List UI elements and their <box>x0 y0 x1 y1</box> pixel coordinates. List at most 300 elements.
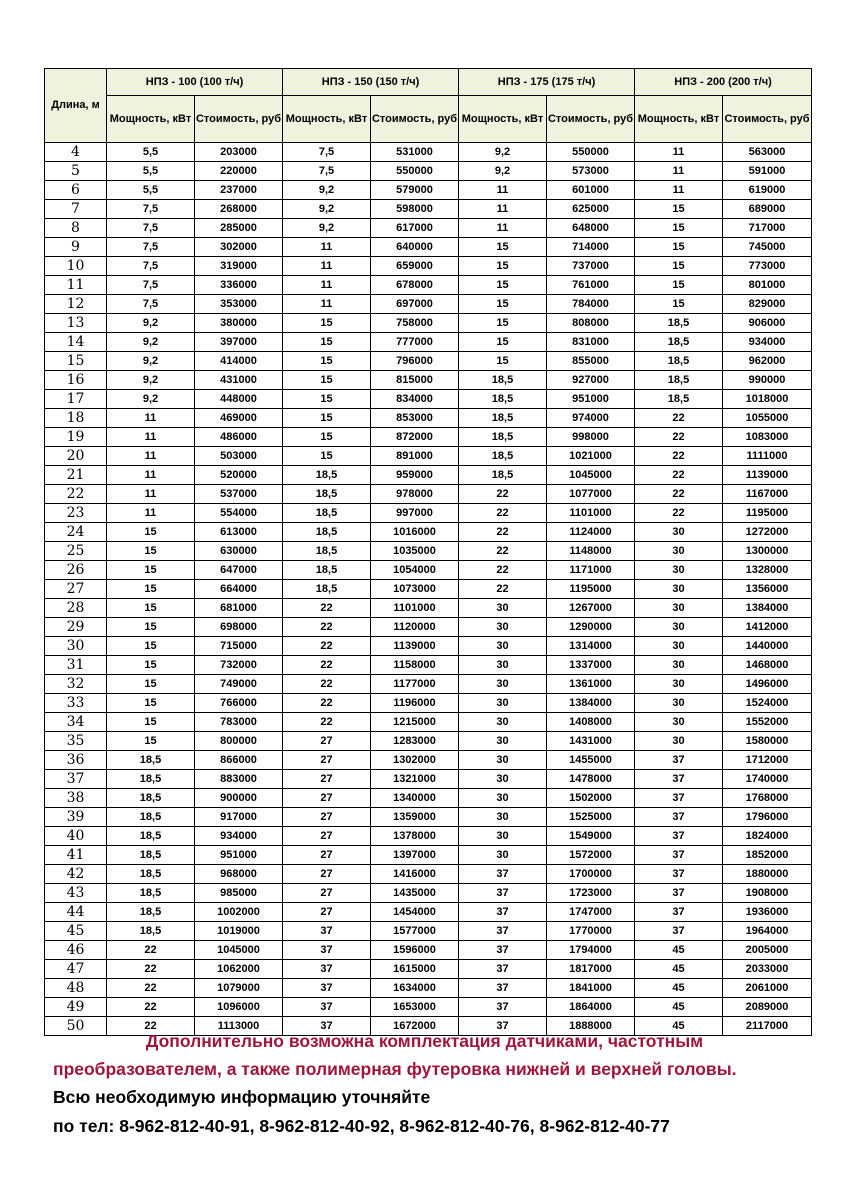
power-cell: 9,2 <box>107 390 195 409</box>
cost-cell: 951000 <box>547 390 635 409</box>
power-cell: 15 <box>635 257 723 276</box>
cost-cell: 783000 <box>195 713 283 732</box>
length-cell: 7 <box>45 200 107 219</box>
length-cell: 29 <box>45 618 107 637</box>
cost-cell: 1139000 <box>723 466 812 485</box>
length-cell: 50 <box>45 1017 107 1036</box>
cost-cell: 220000 <box>195 162 283 181</box>
power-cell: 15 <box>459 333 547 352</box>
cost-cell: 1478000 <box>547 770 635 789</box>
power-cell: 22 <box>459 542 547 561</box>
power-cell: 11 <box>635 162 723 181</box>
power-cell: 27 <box>283 827 371 846</box>
power-cell: 37 <box>283 1017 371 1036</box>
cost-cell: 648000 <box>547 219 635 238</box>
cost-cell: 1502000 <box>547 789 635 808</box>
length-cell: 47 <box>45 960 107 979</box>
cost-cell: 681000 <box>195 599 283 618</box>
power-cell: 7,5 <box>107 295 195 314</box>
length-cell: 40 <box>45 827 107 846</box>
note-info-line: Всю необходимую информацию уточняйте <box>53 1087 431 1107</box>
cost-cell: 891000 <box>371 447 459 466</box>
power-cell: 30 <box>635 694 723 713</box>
power-cell: 18,5 <box>283 561 371 580</box>
power-cell: 27 <box>283 751 371 770</box>
power-cell: 18,5 <box>107 789 195 808</box>
table-row <box>45 751 812 770</box>
table-row <box>45 827 812 846</box>
cost-cell: 1552000 <box>723 713 812 732</box>
cost-cell: 698000 <box>195 618 283 637</box>
cost-cell: 998000 <box>547 428 635 447</box>
cost-cell: 1215000 <box>371 713 459 732</box>
power-cell: 11 <box>107 409 195 428</box>
cost-cell: 640000 <box>371 238 459 257</box>
power-cell: 30 <box>459 846 547 865</box>
cost-cell: 959000 <box>371 466 459 485</box>
cost-cell: 1083000 <box>723 428 812 447</box>
power-cell: 11 <box>635 181 723 200</box>
power-cell: 37 <box>283 922 371 941</box>
power-cell: 15 <box>459 314 547 333</box>
length-cell: 14 <box>45 333 107 352</box>
length-cell: 43 <box>45 884 107 903</box>
power-cell: 30 <box>459 618 547 637</box>
cost-cell: 1177000 <box>371 675 459 694</box>
length-cell: 22 <box>45 485 107 504</box>
power-cell: 22 <box>283 656 371 675</box>
cost-cell: 414000 <box>195 352 283 371</box>
power-cell: 22 <box>459 504 547 523</box>
cost-cell: 829000 <box>723 295 812 314</box>
power-cell: 37 <box>635 789 723 808</box>
cost-cell: 268000 <box>195 200 283 219</box>
power-cell: 11 <box>459 219 547 238</box>
cost-cell: 647000 <box>195 561 283 580</box>
cost-cell: 1272000 <box>723 523 812 542</box>
cost-cell: 1936000 <box>723 903 812 922</box>
table-row <box>45 162 812 181</box>
length-cell: 19 <box>45 428 107 447</box>
header-model-row <box>45 69 812 96</box>
power-cell: 22 <box>635 485 723 504</box>
cost-cell: 990000 <box>723 371 812 390</box>
power-cell: 30 <box>459 637 547 656</box>
power-cell: 22 <box>635 447 723 466</box>
cost-header: Стоимость, руб <box>371 96 459 143</box>
length-cell: 23 <box>45 504 107 523</box>
table-row <box>45 732 812 751</box>
power-cell: 11 <box>283 257 371 276</box>
power-cell: 18,5 <box>107 884 195 903</box>
cost-cell: 591000 <box>723 162 812 181</box>
cost-cell: 1055000 <box>723 409 812 428</box>
length-header: Длина, м <box>45 69 107 143</box>
cost-cell: 2005000 <box>723 941 812 960</box>
cost-cell: 353000 <box>195 295 283 314</box>
table-row <box>45 656 812 675</box>
power-cell: 5,5 <box>107 181 195 200</box>
cost-cell: 563000 <box>723 143 812 162</box>
power-cell: 30 <box>635 656 723 675</box>
cost-header: Стоимость, руб <box>723 96 812 143</box>
cost-cell: 1337000 <box>547 656 635 675</box>
power-cell: 7,5 <box>283 143 371 162</box>
length-cell: 5 <box>45 162 107 181</box>
power-cell: 15 <box>283 390 371 409</box>
table-row <box>45 618 812 637</box>
cost-cell: 1435000 <box>371 884 459 903</box>
table-row <box>45 941 812 960</box>
cost-cell: 1841000 <box>547 979 635 998</box>
cost-cell: 1615000 <box>371 960 459 979</box>
power-cell: 22 <box>283 713 371 732</box>
power-cell: 18,5 <box>459 371 547 390</box>
cost-cell: 302000 <box>195 238 283 257</box>
length-cell: 15 <box>45 352 107 371</box>
cost-cell: 1062000 <box>195 960 283 979</box>
cost-cell: 1496000 <box>723 675 812 694</box>
power-cell: 18,5 <box>459 447 547 466</box>
cost-cell: 1723000 <box>547 884 635 903</box>
power-cell: 37 <box>459 960 547 979</box>
cost-cell: 2061000 <box>723 979 812 998</box>
power-cell: 27 <box>283 789 371 808</box>
power-cell: 15 <box>107 713 195 732</box>
length-cell: 21 <box>45 466 107 485</box>
cost-cell: 866000 <box>195 751 283 770</box>
length-cell: 31 <box>45 656 107 675</box>
cost-cell: 237000 <box>195 181 283 200</box>
power-cell: 37 <box>635 884 723 903</box>
power-cell: 22 <box>459 580 547 599</box>
cost-cell: 1101000 <box>547 504 635 523</box>
cost-cell: 550000 <box>371 162 459 181</box>
table-row <box>45 409 812 428</box>
power-cell: 30 <box>459 599 547 618</box>
power-cell: 15 <box>107 675 195 694</box>
power-cell: 15 <box>107 694 195 713</box>
power-cell: 18,5 <box>107 751 195 770</box>
cost-cell: 1888000 <box>547 1017 635 1036</box>
cost-cell: 1196000 <box>371 694 459 713</box>
power-cell: 37 <box>459 998 547 1017</box>
power-cell: 15 <box>459 295 547 314</box>
cost-cell: 1455000 <box>547 751 635 770</box>
table-row <box>45 352 812 371</box>
power-cell: 37 <box>635 770 723 789</box>
table-row <box>45 238 812 257</box>
power-cell: 15 <box>635 219 723 238</box>
cost-cell: 934000 <box>195 827 283 846</box>
power-cell: 18,5 <box>107 770 195 789</box>
power-cell: 27 <box>283 770 371 789</box>
power-cell: 9,2 <box>459 143 547 162</box>
cost-cell: 1361000 <box>547 675 635 694</box>
cost-cell: 1314000 <box>547 637 635 656</box>
cost-cell: 573000 <box>547 162 635 181</box>
cost-cell: 503000 <box>195 447 283 466</box>
cost-cell: 1019000 <box>195 922 283 941</box>
power-cell: 45 <box>635 941 723 960</box>
power-cell: 18,5 <box>635 371 723 390</box>
power-cell: 37 <box>459 979 547 998</box>
power-cell: 30 <box>459 827 547 846</box>
cost-cell: 2089000 <box>723 998 812 1017</box>
power-cell: 27 <box>283 846 371 865</box>
cost-cell: 766000 <box>195 694 283 713</box>
power-cell: 22 <box>459 485 547 504</box>
power-cell: 7,5 <box>107 200 195 219</box>
power-cell: 15 <box>459 257 547 276</box>
cost-cell: 531000 <box>371 143 459 162</box>
cost-cell: 1035000 <box>371 542 459 561</box>
power-cell: 37 <box>459 1017 547 1036</box>
cost-cell: 1045000 <box>195 941 283 960</box>
power-cell: 11 <box>635 143 723 162</box>
table-row <box>45 694 812 713</box>
cost-cell: 796000 <box>371 352 459 371</box>
power-cell: 15 <box>283 314 371 333</box>
cost-cell: 968000 <box>195 865 283 884</box>
cost-cell: 1139000 <box>371 637 459 656</box>
length-cell: 20 <box>45 447 107 466</box>
power-cell: 22 <box>107 960 195 979</box>
power-cell: 30 <box>459 808 547 827</box>
table-row <box>45 523 812 542</box>
length-cell: 39 <box>45 808 107 827</box>
cost-cell: 601000 <box>547 181 635 200</box>
cost-cell: 974000 <box>547 409 635 428</box>
length-cell: 27 <box>45 580 107 599</box>
cost-cell: 773000 <box>723 257 812 276</box>
table-row <box>45 637 812 656</box>
cost-cell: 717000 <box>723 219 812 238</box>
table-row <box>45 903 812 922</box>
power-header: Мощность, кВт <box>283 96 371 143</box>
power-cell: 37 <box>283 941 371 960</box>
power-cell: 18,5 <box>107 808 195 827</box>
length-cell: 17 <box>45 390 107 409</box>
power-cell: 30 <box>635 732 723 751</box>
power-cell: 7,5 <box>107 238 195 257</box>
power-cell: 45 <box>635 979 723 998</box>
power-cell: 30 <box>459 789 547 808</box>
power-cell: 27 <box>283 865 371 884</box>
cost-cell: 1852000 <box>723 846 812 865</box>
power-cell: 30 <box>635 675 723 694</box>
power-cell: 11 <box>283 295 371 314</box>
cost-cell: 906000 <box>723 314 812 333</box>
table-row <box>45 599 812 618</box>
power-cell: 7,5 <box>107 219 195 238</box>
power-cell: 9,2 <box>107 314 195 333</box>
power-cell: 22 <box>107 998 195 1017</box>
cost-cell: 203000 <box>195 143 283 162</box>
length-cell: 13 <box>45 314 107 333</box>
table-row <box>45 390 812 409</box>
power-cell: 7,5 <box>107 257 195 276</box>
cost-cell: 934000 <box>723 333 812 352</box>
cost-cell: 1796000 <box>723 808 812 827</box>
cost-cell: 1356000 <box>723 580 812 599</box>
table-row <box>45 200 812 219</box>
power-cell: 9,2 <box>283 181 371 200</box>
power-cell: 27 <box>283 903 371 922</box>
power-cell: 15 <box>283 333 371 352</box>
power-cell: 27 <box>283 732 371 751</box>
power-cell: 22 <box>635 428 723 447</box>
power-cell: 15 <box>283 371 371 390</box>
power-cell: 15 <box>635 295 723 314</box>
table-row <box>45 789 812 808</box>
table-row <box>45 808 812 827</box>
cost-cell: 855000 <box>547 352 635 371</box>
cost-cell: 1073000 <box>371 580 459 599</box>
power-cell: 37 <box>635 827 723 846</box>
length-cell: 4 <box>45 143 107 162</box>
table-row <box>45 580 812 599</box>
cost-cell: 1525000 <box>547 808 635 827</box>
power-cell: 11 <box>459 181 547 200</box>
length-cell: 34 <box>45 713 107 732</box>
cost-cell: 1700000 <box>547 865 635 884</box>
power-cell: 22 <box>459 523 547 542</box>
length-cell: 37 <box>45 770 107 789</box>
length-cell: 44 <box>45 903 107 922</box>
power-cell: 18,5 <box>107 827 195 846</box>
power-cell: 30 <box>635 637 723 656</box>
power-cell: 37 <box>283 979 371 998</box>
power-cell: 11 <box>107 504 195 523</box>
cost-cell: 1124000 <box>547 523 635 542</box>
table-row <box>45 542 812 561</box>
cost-cell: 761000 <box>547 276 635 295</box>
cost-cell: 834000 <box>371 390 459 409</box>
cost-cell: 1359000 <box>371 808 459 827</box>
power-cell: 30 <box>635 713 723 732</box>
cost-cell: 749000 <box>195 675 283 694</box>
cost-cell: 883000 <box>195 770 283 789</box>
cost-cell: 397000 <box>195 333 283 352</box>
power-cell: 30 <box>459 770 547 789</box>
table-row <box>45 561 812 580</box>
cost-cell: 1120000 <box>371 618 459 637</box>
cost-cell: 1577000 <box>371 922 459 941</box>
table-row <box>45 181 812 200</box>
cost-cell: 1171000 <box>547 561 635 580</box>
power-cell: 18,5 <box>459 409 547 428</box>
cost-cell: 486000 <box>195 428 283 447</box>
cost-cell: 1817000 <box>547 960 635 979</box>
cost-cell: 1054000 <box>371 561 459 580</box>
power-cell: 30 <box>635 618 723 637</box>
table-row <box>45 143 812 162</box>
power-cell: 15 <box>107 637 195 656</box>
cost-cell: 613000 <box>195 523 283 542</box>
table-row <box>45 295 812 314</box>
power-cell: 18,5 <box>107 846 195 865</box>
table-row <box>45 846 812 865</box>
power-cell: 45 <box>635 1017 723 1036</box>
power-cell: 30 <box>635 561 723 580</box>
cost-cell: 978000 <box>371 485 459 504</box>
cost-cell: 962000 <box>723 352 812 371</box>
cost-cell: 732000 <box>195 656 283 675</box>
power-cell: 18,5 <box>459 466 547 485</box>
cost-cell: 1712000 <box>723 751 812 770</box>
power-cell: 37 <box>283 998 371 1017</box>
cost-cell: 1468000 <box>723 656 812 675</box>
table-row <box>45 466 812 485</box>
power-cell: 18,5 <box>283 485 371 504</box>
cost-cell: 598000 <box>371 200 459 219</box>
cost-cell: 1440000 <box>723 637 812 656</box>
cost-cell: 1148000 <box>547 542 635 561</box>
power-cell: 18,5 <box>283 504 371 523</box>
cost-cell: 951000 <box>195 846 283 865</box>
cost-cell: 380000 <box>195 314 283 333</box>
cost-cell: 1111000 <box>723 447 812 466</box>
power-cell: 30 <box>459 751 547 770</box>
cost-cell: 520000 <box>195 466 283 485</box>
power-cell: 37 <box>635 903 723 922</box>
power-cell: 30 <box>635 580 723 599</box>
power-cell: 15 <box>283 352 371 371</box>
cost-cell: 659000 <box>371 257 459 276</box>
power-cell: 30 <box>635 599 723 618</box>
power-cell: 18,5 <box>283 523 371 542</box>
power-cell: 5,5 <box>107 143 195 162</box>
table-row <box>45 485 812 504</box>
length-cell: 9 <box>45 238 107 257</box>
power-cell: 22 <box>283 675 371 694</box>
cost-cell: 808000 <box>547 314 635 333</box>
power-cell: 18,5 <box>635 314 723 333</box>
table-row <box>45 922 812 941</box>
power-cell: 15 <box>107 580 195 599</box>
power-cell: 22 <box>635 504 723 523</box>
cost-cell: 1195000 <box>547 580 635 599</box>
power-cell: 15 <box>107 523 195 542</box>
power-cell: 15 <box>459 238 547 257</box>
table-row <box>45 675 812 694</box>
power-cell: 9,2 <box>283 219 371 238</box>
cost-cell: 1113000 <box>195 1017 283 1036</box>
power-cell: 18,5 <box>635 333 723 352</box>
length-cell: 45 <box>45 922 107 941</box>
table-row <box>45 998 812 1017</box>
cost-header: Стоимость, руб <box>195 96 283 143</box>
power-cell: 37 <box>635 865 723 884</box>
cost-cell: 431000 <box>195 371 283 390</box>
power-cell: 11 <box>459 200 547 219</box>
table-row <box>45 960 812 979</box>
power-cell: 18,5 <box>283 580 371 599</box>
length-cell: 11 <box>45 276 107 295</box>
cost-cell: 1864000 <box>547 998 635 1017</box>
power-cell: 15 <box>635 238 723 257</box>
power-cell: 37 <box>459 884 547 903</box>
length-cell: 24 <box>45 523 107 542</box>
cost-cell: 1794000 <box>547 941 635 960</box>
cost-cell: 1300000 <box>723 542 812 561</box>
power-cell: 5,5 <box>107 162 195 181</box>
cost-cell: 1412000 <box>723 618 812 637</box>
cost-cell: 1384000 <box>723 599 812 618</box>
cost-cell: 831000 <box>547 333 635 352</box>
power-cell: 15 <box>107 599 195 618</box>
